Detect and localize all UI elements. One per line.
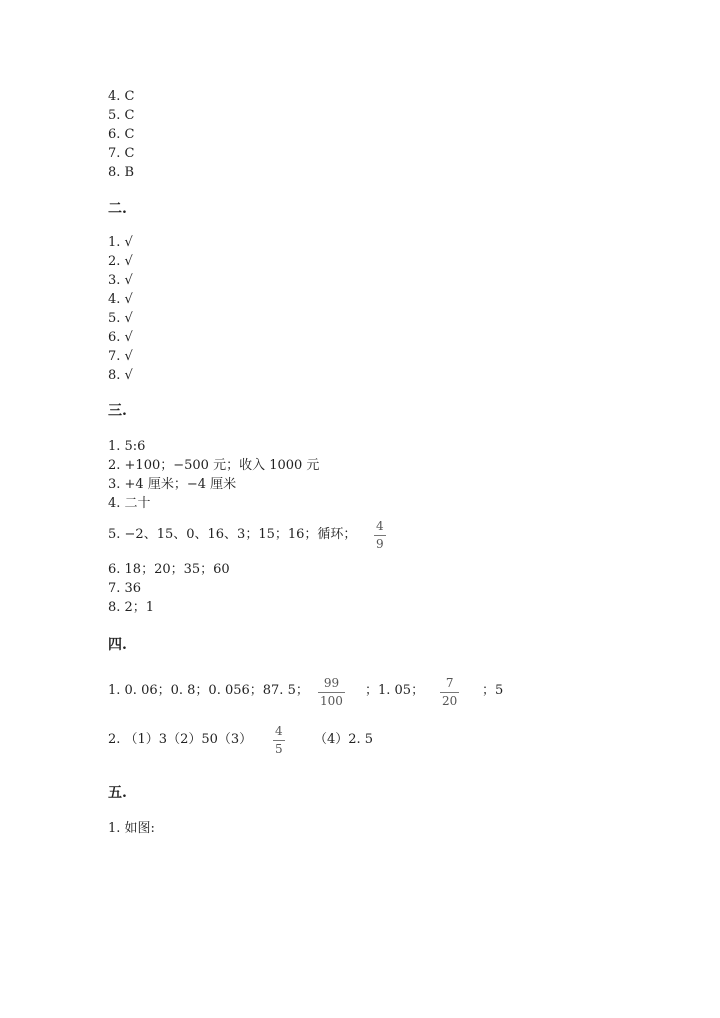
- answer-line: 5. −2、15、0、16、3；15；16；循环；: [108, 527, 357, 542]
- answer-line: 3. √: [108, 273, 133, 288]
- answer-line: 1. 5:6: [108, 439, 146, 454]
- fraction-denominator: 5: [275, 742, 283, 756]
- answer-line: 4. 二十: [108, 496, 151, 511]
- answer-line: 3. +4 厘米；−4 厘米: [108, 477, 237, 492]
- answer-line: 1. 如图:: [108, 821, 155, 836]
- fraction-denominator: 20: [442, 694, 458, 708]
- section-heading-2: 二.: [108, 201, 127, 217]
- answer-line: 7. C: [108, 146, 135, 161]
- fraction-bar: [374, 535, 386, 536]
- answer-line: 6. 18；20；35；60: [108, 562, 230, 577]
- answer-line: 8. B: [108, 165, 135, 180]
- fraction-numerator: 7: [445, 676, 454, 690]
- fraction-denominator: 9: [376, 537, 384, 551]
- answer-line: 8. √: [108, 368, 133, 383]
- answer-line: 5. √: [108, 311, 133, 326]
- fraction-numerator: 99: [323, 676, 340, 690]
- answer-line: 5. C: [108, 108, 135, 123]
- answer-line: 6. C: [108, 127, 135, 142]
- fraction: [374, 520, 386, 551]
- fraction-numerator: 4: [275, 724, 283, 738]
- fraction-numerator: 4: [376, 519, 384, 533]
- answer-line: 4. √: [108, 292, 133, 307]
- fraction-bar: [318, 692, 345, 693]
- section-heading-5: 五.: [108, 785, 127, 801]
- answer-text: ；5: [482, 683, 504, 698]
- answer-line: 6. √: [108, 330, 133, 345]
- answer-line: 7. √: [108, 349, 133, 364]
- answer-line: 1. √: [108, 235, 133, 250]
- answer-line: 7. 36: [108, 581, 142, 596]
- answer-line: 2. +100；−500 元；收入 1000 元: [108, 458, 320, 473]
- answer-line: 2. （1）3（2）50（3）: [108, 732, 253, 747]
- section-heading-3: 三.: [108, 403, 127, 419]
- fraction-denominator: 100: [320, 694, 343, 708]
- answer-line: 4. C: [108, 89, 135, 104]
- section-heading-4: 四.: [108, 637, 127, 653]
- answer-line: 8. 2；1: [108, 600, 155, 615]
- fraction-bar: [440, 692, 459, 693]
- answer-line: 1. 0. 06；0. 8；0. 056；87. 5；: [108, 683, 309, 698]
- fraction: [440, 677, 459, 708]
- answer-text: ；1. 05；: [365, 683, 425, 698]
- answer-line: 2. √: [108, 254, 133, 269]
- fraction: [273, 725, 285, 756]
- answer-text: （4）2. 5: [314, 732, 374, 747]
- fraction-bar: [273, 740, 285, 741]
- fraction: [318, 677, 345, 708]
